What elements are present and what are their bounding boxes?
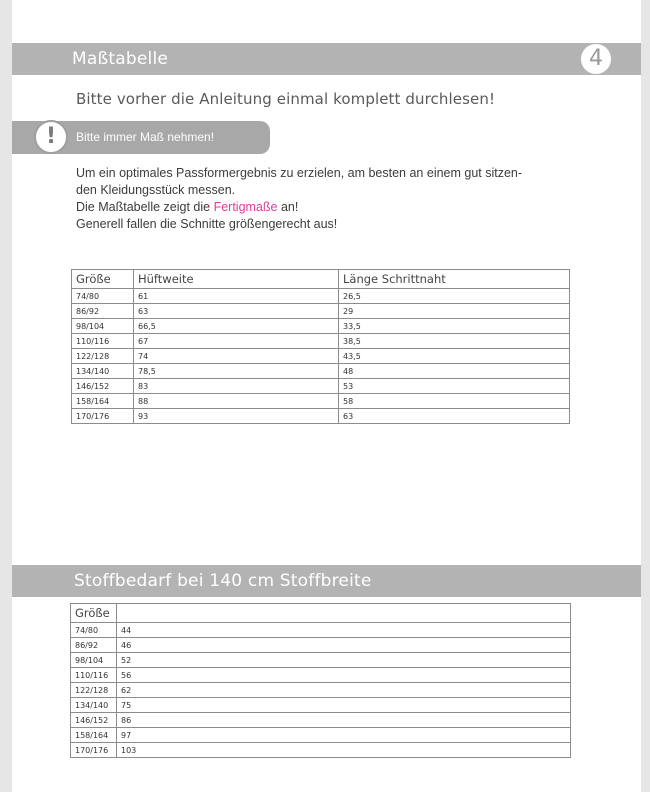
- instructions-line: Generell fallen die Schnitte größengerecht aus!: [76, 217, 338, 231]
- table-row: [71, 728, 571, 743]
- table-row: [71, 623, 571, 638]
- table-cell: 110/116: [71, 668, 117, 683]
- table-row: [72, 409, 570, 424]
- table-cell: 63: [134, 304, 339, 319]
- table-cell: 98/104: [72, 319, 134, 334]
- table-cell: 67: [134, 334, 339, 349]
- section-title-text: Stoffbedarf bei 140 cm Stoffbreite: [74, 571, 372, 591]
- table-cell: 29: [339, 304, 570, 319]
- fabric-table: [70, 603, 571, 758]
- table-cell: 146/152: [71, 713, 117, 728]
- size-table: [71, 269, 570, 424]
- table-cell: 78,5: [134, 364, 339, 379]
- table-cell: 98/104: [71, 653, 117, 668]
- table-cell: 74: [134, 349, 339, 364]
- table-row: [72, 304, 570, 319]
- table-cell: 56: [117, 668, 571, 683]
- table-cell: 74/80: [72, 289, 134, 304]
- instructions-line: [76, 199, 576, 216]
- table-cell: 134/140: [71, 698, 117, 713]
- instructions-segment: an!: [277, 200, 299, 214]
- table-cell: 46: [117, 638, 571, 653]
- column-header: Größe: [72, 270, 134, 289]
- table-cell: 66,5: [134, 319, 339, 334]
- instructions-segment: Die Maßtabelle zeigt die: [76, 200, 214, 214]
- document-page: [12, 0, 641, 792]
- column-header: [117, 604, 571, 623]
- table-cell: 62: [117, 683, 571, 698]
- table-row: [71, 698, 571, 713]
- table-cell: 26,5: [339, 289, 570, 304]
- table-cell: 146/152: [72, 379, 134, 394]
- table-cell: 103: [117, 743, 571, 758]
- warning-text: Bitte immer Maß nehmen!: [76, 130, 215, 144]
- exclamation-icon: !: [34, 120, 68, 154]
- column-header: Länge Schrittnaht: [339, 270, 570, 289]
- table-cell: 43,5: [339, 349, 570, 364]
- table-row: [71, 713, 571, 728]
- table-row: [72, 319, 570, 334]
- table-row: [71, 653, 571, 668]
- table-cell: 38,5: [339, 334, 570, 349]
- table-cell: 44: [117, 623, 571, 638]
- table-cell: 75: [117, 698, 571, 713]
- table-cell: 97: [117, 728, 571, 743]
- table-cell: 110/116: [72, 334, 134, 349]
- table-cell: 170/176: [72, 409, 134, 424]
- table-row: [71, 638, 571, 653]
- table-cell: 63: [339, 409, 570, 424]
- table-cell: 88: [134, 394, 339, 409]
- table-row: [72, 334, 570, 349]
- instructions-line: Um ein optimales Passformergebnis zu erzielen, am besten an einem gut sitzen-: [76, 166, 523, 180]
- table-row: [72, 349, 570, 364]
- section-title-masstabelle: [12, 43, 641, 75]
- table-cell: 48: [339, 364, 570, 379]
- table-cell: 134/140: [72, 364, 134, 379]
- table-row: [71, 683, 571, 698]
- table-row: [72, 394, 570, 409]
- highlight-fertigmasse: Fertigmaße: [213, 200, 278, 214]
- column-header: Größe: [71, 604, 117, 623]
- section-title-stoffbedarf: [12, 565, 641, 597]
- instructions-text: [76, 165, 576, 233]
- table-cell: 33,5: [339, 319, 570, 334]
- table-header-row: [72, 270, 570, 289]
- table-row: [72, 289, 570, 304]
- table-row: [71, 668, 571, 683]
- intro-text: Bitte vorher die Anleitung einmal komplett durchlesen!: [76, 90, 496, 108]
- table-cell: 93: [134, 409, 339, 424]
- table-header-row: [71, 604, 571, 623]
- page-number-badge: 4: [580, 43, 612, 75]
- table-cell: 170/176: [71, 743, 117, 758]
- table-cell: 86/92: [72, 304, 134, 319]
- instructions-line: den Kleidungsstück messen.: [76, 183, 236, 197]
- table-cell: 158/164: [72, 394, 134, 409]
- table-row: [72, 379, 570, 394]
- section-title-text: Maßtabelle: [72, 49, 169, 69]
- table-row: [71, 743, 571, 758]
- table-cell: 58: [339, 394, 570, 409]
- table-cell: 74/80: [71, 623, 117, 638]
- table-cell: 158/164: [71, 728, 117, 743]
- table-row: [72, 364, 570, 379]
- table-cell: 53: [339, 379, 570, 394]
- table-cell: 86/92: [71, 638, 117, 653]
- table-cell: 86: [117, 713, 571, 728]
- table-cell: 52: [117, 653, 571, 668]
- column-header: Hüftweite: [134, 270, 339, 289]
- table-cell: 122/128: [71, 683, 117, 698]
- table-cell: 61: [134, 289, 339, 304]
- table-cell: 83: [134, 379, 339, 394]
- table-cell: 122/128: [72, 349, 134, 364]
